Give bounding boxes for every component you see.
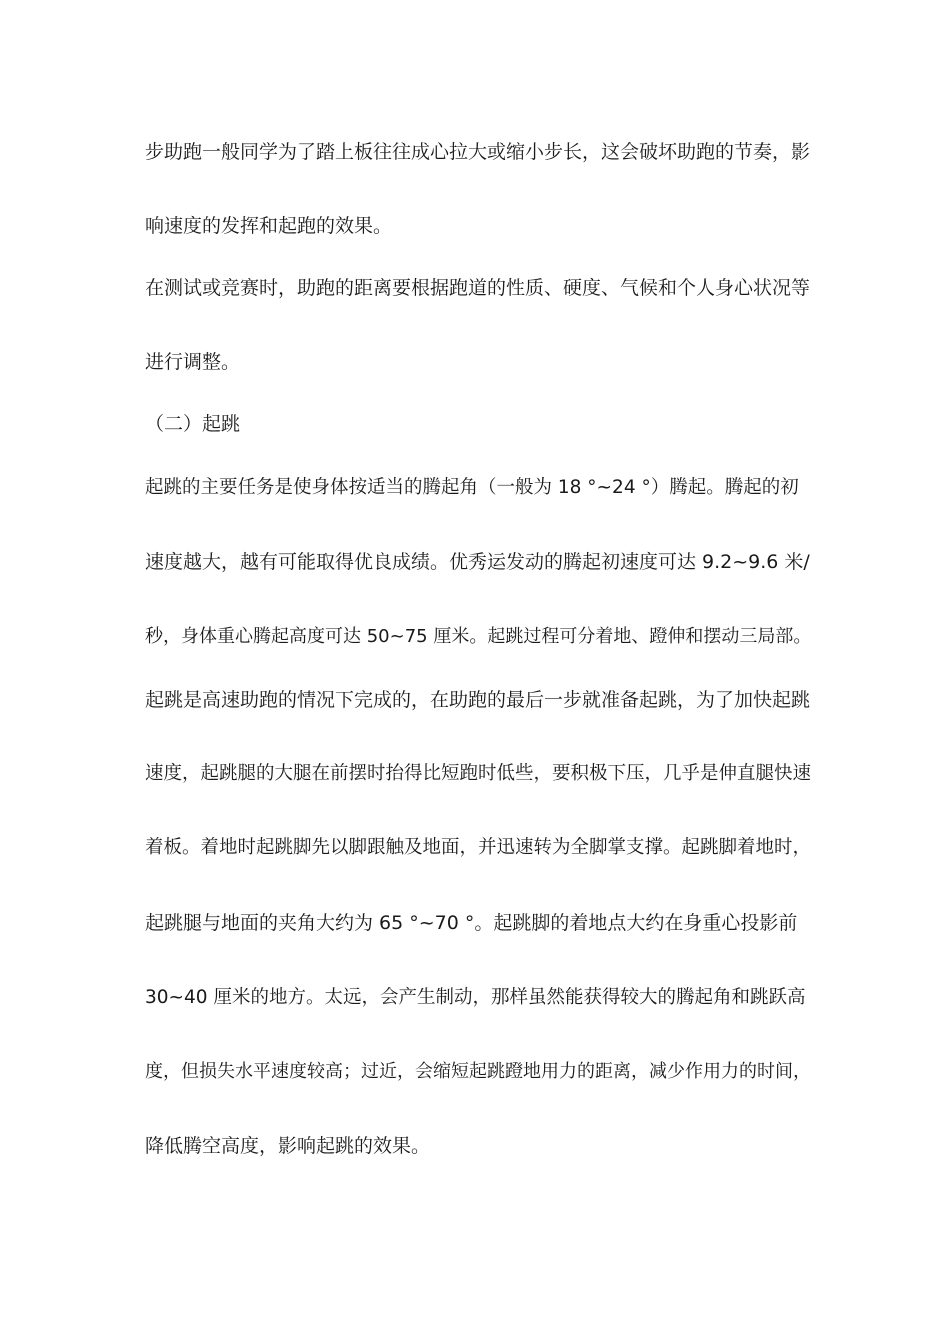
paragraph-line: 度，但损失水平速度较高；过近，会缩短起跳蹬地用力的距离，减少作用力的时间， (145, 1061, 811, 1082)
paragraph-line: 起跳的主要任务是使身体按适当的腾起角（一般为 18 °~24 °）腾起。腾起的初 (145, 477, 799, 498)
paragraph-line: 在测试或竞赛时，助跑的距离要根据跑道的性质、硬度、气候和个人身心状况等 (145, 277, 811, 299)
paragraph-line: 速度越大，越有可能取得优良成绩。优秀运发动的腾起初速度可达 9.2~9.6 米/ (145, 551, 810, 573)
section-heading: （二）起跳 (145, 413, 241, 435)
paragraph-line: 起跳腿与地面的夹角大约为 65 °~70 °。起跳脚的着地点大约在身重心投影前 (145, 912, 798, 934)
paragraph-line: 降低腾空高度，影响起跳的效果。 (145, 1135, 431, 1157)
paragraph-line: 着板。着地时起跳脚先以脚跟触及地面，并迅速转为全脚掌支撑。起跳脚着地时， (145, 837, 812, 858)
paragraph-line: 30~40 厘米的地方。太远，会产生制动，那样虽然能获得较大的腾起角和跳跃高 (145, 987, 806, 1008)
paragraph-line: 响速度的发挥和起跑的效果。 (145, 215, 393, 237)
paragraph-line: 速度，起跳腿的大腿在前摆时抬得比短跑时低些，要积极下压，几乎是伸直腿快速 (145, 763, 812, 784)
paragraph-line: 秒，身体重心腾起高度可达 50~75 厘米。起跳过程可分着地、蹬伸和摆动三局部。 (145, 626, 812, 647)
paragraph-line: 步助跑一般同学为了踏上板往往成心拉大或缩小步长，这会破坏助跑的节奏，影 (145, 141, 811, 163)
paragraph-line: 起跳是高速助跑的情况下完成的，在助跑的最后一步就准备起跳，为了加快起跳 (145, 689, 811, 711)
paragraph-line: 进行调整。 (145, 351, 241, 373)
